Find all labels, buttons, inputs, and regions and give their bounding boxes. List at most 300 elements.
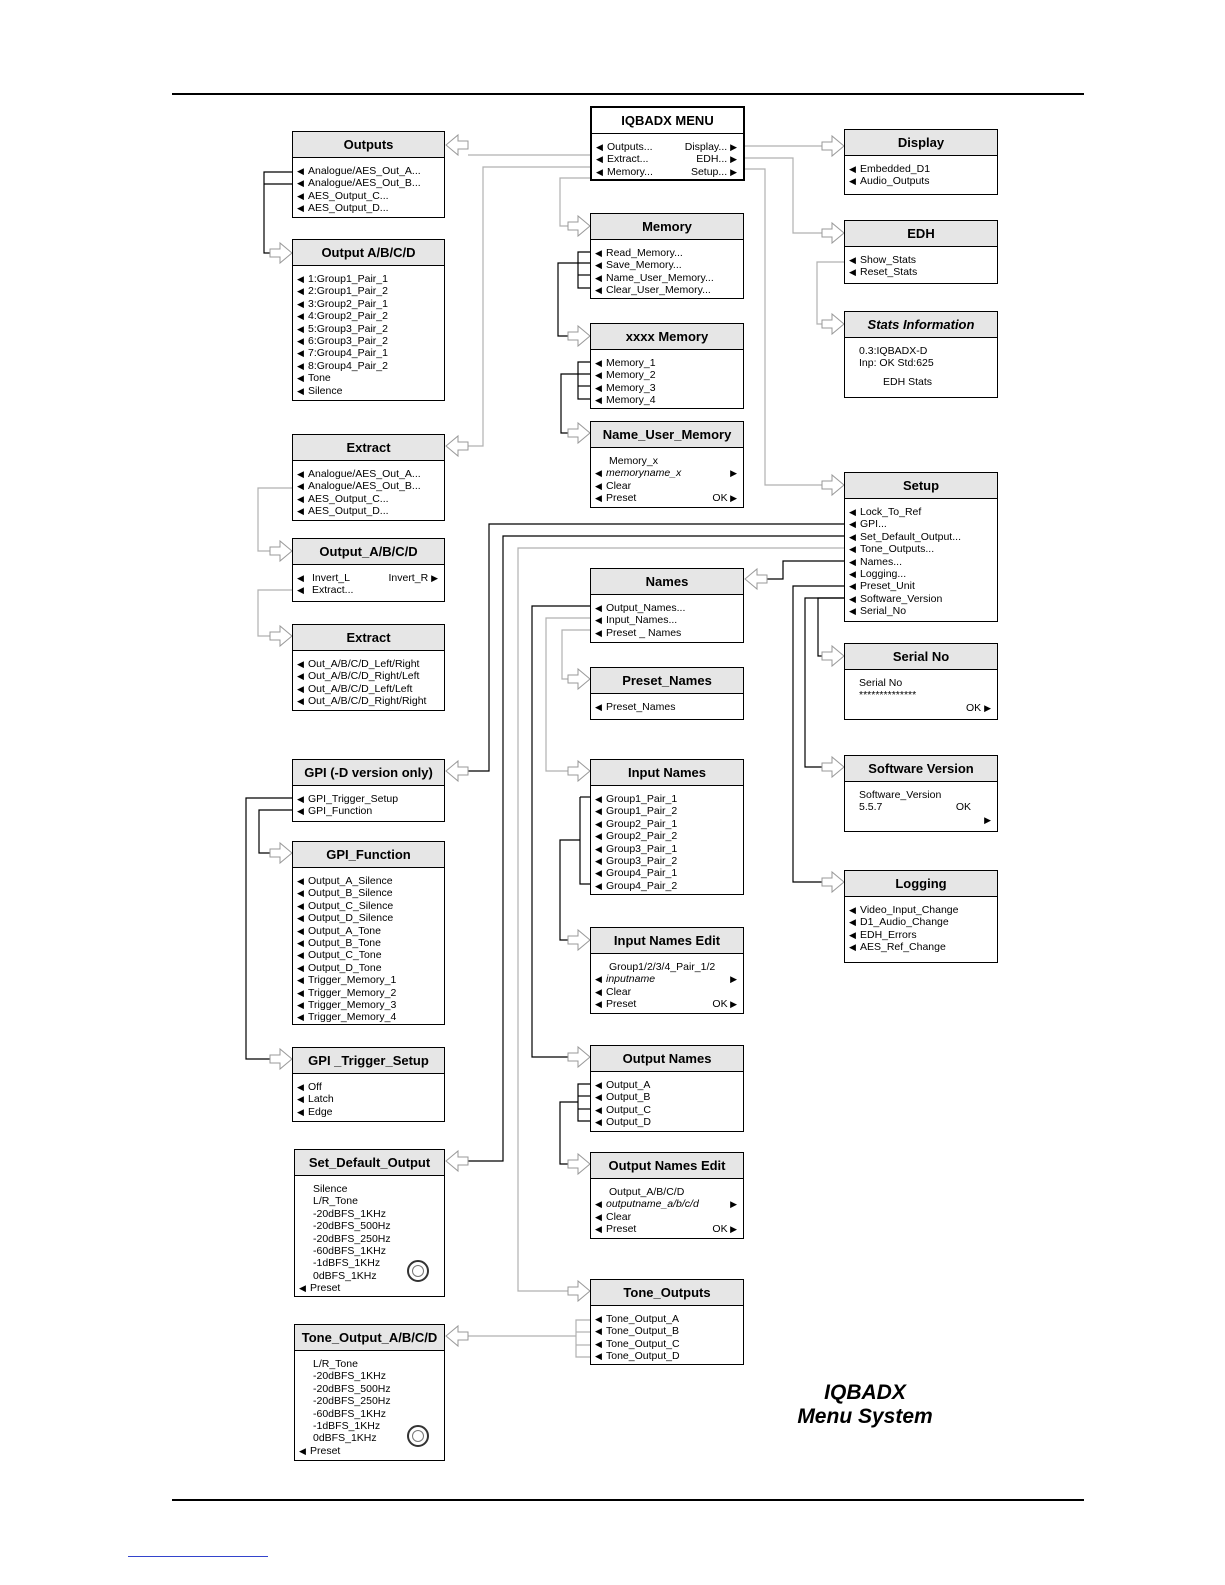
menu-gpi (292, 759, 445, 822)
clear-option[interactable] (595, 1211, 739, 1223)
menu-item-tone-outputs[interactable] (849, 543, 993, 555)
option-1dbfs-1khz[interactable]: -1dBFS_1KHz (313, 1419, 381, 1432)
menu-item-8-group4-pair-2[interactable] (297, 360, 440, 372)
menu-item-tone-output-b[interactable] (595, 1325, 739, 1337)
menu-item-group1-pair-2[interactable] (595, 805, 739, 817)
arrow-left-icon: ◀ (297, 298, 304, 309)
hollow-arrow-icon (822, 646, 844, 666)
menu-title: Memory (591, 214, 743, 240)
arrow-right-icon: ▶ (730, 468, 737, 479)
item-label: Tone_Outputs... (860, 543, 935, 556)
menu-item-group3-pair-2[interactable] (595, 855, 739, 867)
arrow-right-icon: ▶ (730, 166, 737, 177)
menu-item-d1-audio-change[interactable] (849, 916, 993, 928)
menu-item-group1-pair-1[interactable] (595, 793, 739, 805)
menu-item-outputs[interactable] (596, 141, 739, 153)
menu-item-tone[interactable] (297, 372, 440, 384)
menu-item-trigger-memory-2[interactable] (297, 987, 440, 999)
option-20dbfs-250hz[interactable]: -20dBFS_250Hz (313, 1395, 391, 1408)
item-label: Output_D_Silence (308, 912, 394, 925)
rotary-knob-icon[interactable] (407, 1260, 429, 1282)
stats-line: 0.3:IQBADX-D (859, 345, 928, 357)
menu-item-output-d-tone[interactable] (297, 962, 440, 974)
menu-input-names (590, 759, 744, 895)
menu-stats-information (844, 311, 998, 398)
arrow-left-icon: ◀ (297, 1082, 304, 1092)
clear-option[interactable] (595, 986, 739, 998)
item-label: 5:Group3_Pair_2 (308, 322, 388, 335)
item-label: Embedded_D1 (860, 163, 931, 175)
hollow-arrow-icon (270, 843, 292, 863)
menu-item-output-names[interactable] (595, 602, 739, 614)
menu-item-out-a-b-c-d-left-right[interactable] (297, 658, 440, 670)
item-label: GPI... (860, 518, 887, 531)
menu-item-read-memory[interactable] (595, 247, 739, 259)
hollow-arrow-icon (568, 423, 590, 443)
menu-item-display[interactable]: Display... (684, 141, 728, 153)
hollow-arrow-icon (446, 1326, 468, 1346)
arrow-left-icon: ◀ (297, 888, 304, 899)
connector-line (259, 810, 294, 853)
menu-title: Tone_Output_A/B/C/D (295, 1325, 444, 1351)
item-label: Read_Memory... (606, 247, 683, 259)
arrow-left-icon: ◀ (596, 154, 603, 165)
item-label: Output_A (606, 1079, 651, 1091)
option-0dbfs-1khz[interactable]: 0dBFS_1KHz (313, 1432, 377, 1445)
menu-title: Extract (293, 625, 444, 651)
menu-item-out-a-b-c-d-right-left[interactable] (297, 670, 440, 682)
hollow-arrow-icon (270, 243, 292, 263)
item-label: Show_Stats (860, 254, 917, 266)
menu-item-clear-user-memory[interactable] (595, 284, 739, 296)
hollow-arrow-icon (568, 761, 590, 781)
menu-item-output-b-silence[interactable] (297, 887, 440, 899)
menu-item-software-version[interactable] (849, 593, 993, 605)
item-label: Preset _ Names (606, 626, 682, 639)
arrow-right-icon: ▶ (730, 1199, 737, 1210)
menu-item-set-default-output[interactable] (849, 531, 993, 543)
item-label: Lock_To_Ref (860, 506, 922, 518)
menu-item-gpi-function[interactable] (297, 805, 440, 817)
arrow-left-icon: ◀ (297, 794, 304, 804)
menu-item-output-d-silence[interactable] (297, 912, 440, 924)
option-1dbfs-1khz[interactable]: -1dBFS_1KHz (313, 1257, 381, 1270)
menu-item-6-group3-pair-2[interactable] (297, 335, 440, 347)
item-label: Preset (606, 492, 637, 505)
menu-item-silence[interactable] (297, 385, 440, 397)
option-0dbfs-1khz[interactable]: 0dBFS_1KHz (313, 1269, 377, 1282)
menu-item-aes-ref-change[interactable] (849, 941, 993, 953)
preset-option[interactable] (595, 1223, 739, 1235)
arrow-left-icon: ◀ (595, 480, 602, 491)
menu-item-video-input-change[interactable] (849, 904, 993, 916)
menu-item-output-c[interactable] (595, 1104, 739, 1116)
arrow-left-icon: ◀ (297, 987, 304, 998)
arrow-left-icon: ◀ (595, 986, 602, 997)
menu-item-invert[interactable] (297, 572, 440, 584)
menu-item-3-group2-pair-1[interactable] (297, 298, 440, 310)
hollow-arrow-icon (270, 626, 292, 646)
arrow-left-icon: ◀ (297, 469, 304, 479)
edit-value: inputname (606, 973, 656, 986)
menu-item-name-user-memory[interactable] (595, 272, 739, 284)
menu-item-show-stats[interactable] (849, 254, 993, 266)
option-60dbfs-1khz[interactable]: -60dBFS_1KHz (313, 1407, 386, 1420)
menu-item-preset-names[interactable] (595, 627, 739, 639)
menu-item-reset-stats[interactable] (849, 266, 993, 278)
item-label: Tone_Output_B (606, 1325, 679, 1338)
ok-button[interactable] (712, 998, 737, 1010)
item-label: Names... (860, 555, 903, 568)
item-label: Output_B (606, 1091, 651, 1104)
arrow-left-icon: ◀ (595, 818, 602, 829)
menu-input-names-edit (590, 927, 744, 1014)
menu-item-out-a-b-c-d-left-left[interactable] (297, 683, 440, 695)
hollow-arrow-icon (745, 569, 767, 589)
arrow-left-icon: ◀ (849, 255, 856, 265)
menu-item-group2-pair-1[interactable] (595, 818, 739, 830)
menu-item-2-group1-pair-2[interactable] (297, 285, 440, 297)
item-label: 4:Group2_Pair_2 (308, 310, 388, 323)
arrow-left-icon: ◀ (595, 1080, 602, 1090)
arrow-left-icon: ◀ (595, 1199, 602, 1210)
item-label: 6:Group3_Pair_2 (308, 334, 388, 347)
item-label: Tone_Output_D (606, 1350, 680, 1363)
arrow-left-icon: ◀ (297, 1012, 304, 1023)
arrow-left-icon: ◀ (849, 942, 856, 953)
arrow-left-icon: ◀ (595, 382, 602, 393)
arrow-left-icon: ◀ (297, 671, 304, 682)
arrow-left-icon: ◀ (297, 1094, 304, 1105)
menu-item-latch[interactable] (297, 1093, 440, 1105)
connector-line (560, 840, 580, 940)
arrow-left-icon: ◀ (297, 585, 304, 596)
item-label: Output_B_Silence (308, 887, 393, 900)
item-label: AES_Output_C... (308, 189, 389, 202)
arrow-left-icon: ◀ (595, 603, 602, 613)
arrow-left-icon: ◀ (595, 855, 602, 866)
menu-item-analogue-aes-out-a[interactable] (297, 468, 440, 480)
arrow-left-icon: ◀ (595, 493, 602, 504)
hollow-arrow-icon (822, 757, 844, 777)
menu-item-4-group2-pair-2[interactable] (297, 310, 440, 322)
item-label: Memory_2 (606, 369, 656, 382)
menu-item-analogue-aes-out-b[interactable] (297, 177, 440, 189)
item-label: Memory_3 (606, 381, 656, 394)
hollow-arrow-icon (270, 541, 292, 561)
item-label: Memory_1 (606, 357, 656, 369)
menu-title: xxxx Memory (591, 324, 743, 350)
hollow-arrow-icon (446, 761, 468, 781)
menu-title: Output Names Edit (591, 1153, 743, 1179)
ok-label: OK (712, 492, 728, 505)
item-label: Out_A/B/C/D_Left/Left (308, 682, 413, 695)
menu-item-output-c-silence[interactable] (297, 900, 440, 912)
item-label: Output_A_Tone (308, 924, 381, 937)
item-label: AES_Ref_Change (860, 941, 946, 954)
menu-item-output-b[interactable] (595, 1091, 739, 1103)
hollow-arrow-icon (822, 223, 844, 243)
invert-l-label: Invert_L (312, 572, 350, 584)
arrow-left-icon: ◀ (595, 272, 602, 283)
menu-item-edh-errors[interactable] (849, 929, 993, 941)
menu-main (590, 106, 745, 181)
item-label: 8:Group4_Pair_2 (308, 359, 388, 372)
menu-item-group3-pair-1[interactable] (595, 843, 739, 855)
menu-item-embedded-d1[interactable] (849, 163, 993, 175)
menu-item-output-d[interactable] (595, 1116, 739, 1128)
title-line-1: IQBADX (824, 1381, 906, 1404)
menu-item-memory[interactable] (596, 166, 739, 178)
arrow-left-icon: ◀ (849, 267, 856, 278)
menu-item-memory-3[interactable] (595, 382, 739, 394)
item-label: Output_C_Silence (308, 899, 394, 912)
menu-item-5-group3-pair-2[interactable] (297, 323, 440, 335)
option-l-r-tone[interactable]: L/R_Tone (313, 1195, 358, 1208)
arrow-left-icon: ◀ (849, 606, 856, 617)
arrow-left-icon: ◀ (595, 806, 602, 817)
item-label: Output_D_Tone (308, 961, 382, 974)
arrow-left-icon: ◀ (596, 142, 603, 152)
menu-item-trigger-memory-1[interactable] (297, 974, 440, 986)
arrow-left-icon: ◀ (297, 493, 304, 504)
edit-target-label: Output_A/B/C/D (609, 1186, 685, 1198)
item-label: Tone_Output_A (606, 1313, 679, 1325)
menu-item-gpi[interactable] (849, 518, 993, 530)
item-label: Group4_Pair_2 (606, 879, 678, 892)
menu-title: Outputs (293, 132, 444, 158)
hollow-arrow-icon (568, 1281, 590, 1301)
arrow-right-icon[interactable]: ▶ (984, 814, 991, 825)
arrow-left-icon: ◀ (297, 900, 304, 911)
arrow-left-icon: ◀ (595, 1104, 602, 1115)
menu-title: Input Names Edit (591, 928, 743, 954)
item-label: Preset (310, 1282, 341, 1295)
option-20dbfs-250hz[interactable]: -20dBFS_250Hz (313, 1232, 391, 1245)
ok-label: OK (712, 1223, 728, 1236)
name-edit-field[interactable] (595, 1198, 739, 1210)
menu-item-output-a-silence[interactable] (297, 875, 440, 887)
menu-item-trigger-memory-4[interactable] (297, 1011, 440, 1023)
menu-item-1-group1-pair-1[interactable] (297, 273, 440, 285)
menu-item-memory-2[interactable] (595, 369, 739, 381)
menu-item-output-b-tone[interactable] (297, 937, 440, 949)
menu-logging (844, 870, 998, 963)
connector-line (558, 263, 592, 336)
connector-line (767, 561, 846, 579)
menu-item-input-names[interactable] (595, 614, 739, 626)
item-label: Input_Names... (606, 614, 678, 627)
menu-item-tone-output-a[interactable] (595, 1313, 739, 1325)
arrow-left-icon: ◀ (297, 506, 304, 517)
menu-title: Tone_Outputs (591, 1280, 743, 1306)
menu-item-memory-1[interactable] (595, 357, 739, 369)
hollow-arrow-icon (568, 930, 590, 950)
option-20dbfs-1khz[interactable]: -20dBFS_1KHz (313, 1370, 386, 1383)
menu-item-audio-outputs[interactable] (849, 175, 993, 187)
arrow-left-icon: ◀ (595, 999, 602, 1010)
menu-item-logging[interactable] (849, 568, 993, 580)
menu-item-output-c-tone[interactable] (297, 949, 440, 961)
menu-item-group2-pair-2[interactable] (595, 830, 739, 842)
item-label: Group3_Pair_2 (606, 854, 678, 867)
menu-title: Output_A/B/C/D (293, 539, 444, 565)
menu-edh (844, 220, 998, 284)
menu-item-group4-pair-1[interactable] (595, 867, 739, 879)
arrow-left-icon: ◀ (297, 274, 304, 284)
menu-title: EDH (845, 221, 997, 247)
item-label: Audio_Outputs (860, 175, 930, 188)
arrow-left-icon: ◀ (595, 794, 602, 804)
arrow-left-icon: ◀ (297, 962, 304, 973)
item-label: Output_A_Silence (308, 875, 393, 887)
option-20dbfs-1khz[interactable]: -20dBFS_1KHz (313, 1207, 386, 1220)
item-label: GPI_Trigger_Setup (308, 793, 399, 805)
menu-item-output-a[interactable] (595, 1079, 739, 1091)
rotary-knob-icon[interactable] (407, 1425, 429, 1447)
item-label: Trigger_Memory_1 (308, 974, 397, 987)
option-20dbfs-500hz[interactable]: -20dBFS_500Hz (313, 1382, 391, 1395)
version-value-row (859, 801, 993, 813)
menu-item-edh[interactable]: EDH... (696, 153, 728, 166)
menu-item-tone-output-c[interactable] (595, 1338, 739, 1350)
connector-line (468, 167, 592, 446)
arrow-left-icon: ◀ (595, 358, 602, 368)
ok-button[interactable] (859, 702, 993, 714)
connector-line (560, 1102, 578, 1164)
preset-option[interactable] (299, 1282, 440, 1294)
arrow-left-icon: ◀ (595, 1326, 602, 1337)
menu-item-serial-no[interactable] (849, 605, 993, 617)
arrow-left-icon: ◀ (297, 659, 304, 669)
hollow-arrow-icon (568, 1047, 590, 1067)
menu-item-trigger-memory-3[interactable] (297, 999, 440, 1011)
menu-item-analogue-aes-out-a[interactable] (297, 165, 440, 177)
menu-item-out-a-b-c-d-right-right[interactable] (297, 695, 440, 707)
diagram-title (790, 1381, 940, 1429)
item-label: AES_Output_D... (308, 202, 389, 215)
menu-output-abcd (292, 239, 445, 401)
menu-preset-names (590, 667, 744, 720)
ok-label: OK (712, 998, 728, 1011)
option-silence[interactable]: Silence (313, 1183, 348, 1195)
menu-item-preset-names[interactable] (595, 701, 739, 713)
item-label: 7:Group4_Pair_1 (308, 347, 388, 360)
arrow-left-icon: ◀ (595, 1351, 602, 1362)
arrow-left-icon: ◀ (849, 593, 856, 604)
option-l-r-tone[interactable]: L/R_Tone (313, 1358, 358, 1370)
menu-memory (590, 213, 744, 299)
connector-line (793, 586, 846, 882)
hollow-arrow-icon (446, 135, 468, 155)
arrow-left-icon: ◀ (849, 917, 856, 928)
menu-item-7-group4-pair-1[interactable] (297, 347, 440, 359)
option-60dbfs-1khz[interactable]: -60dBFS_1KHz (313, 1244, 386, 1257)
arrow-left-icon: ◀ (297, 950, 304, 961)
arrow-left-icon: ◀ (595, 395, 602, 406)
name-edit-field[interactable] (595, 973, 739, 985)
item-label: Save_Memory... (606, 259, 682, 272)
menu-item-extract[interactable] (297, 584, 440, 596)
arrow-left-icon: ◀ (595, 627, 602, 638)
menu-item-names[interactable] (849, 556, 993, 568)
item-label: Group1_Pair_1 (606, 793, 678, 805)
arrow-left-icon: ◀ (297, 913, 304, 924)
preset-option[interactable] (595, 492, 739, 504)
menu-item-gpi-trigger-setup[interactable] (297, 793, 440, 805)
ok-button[interactable] (712, 1223, 737, 1235)
menu-title: Set_Default_Output (295, 1150, 444, 1176)
arrow-left-icon: ◀ (596, 166, 603, 177)
menu-item-preset-unit[interactable] (849, 580, 993, 592)
connector-line (805, 598, 846, 767)
menu-item-memory-4[interactable] (595, 394, 739, 406)
menu-title: Stats Information (845, 312, 997, 338)
item-label: Out_A/B/C/D_Right/Right (308, 695, 427, 708)
menu-xxxx-memory (590, 323, 744, 409)
item-label: Trigger_Memory_3 (308, 998, 397, 1011)
preset-option[interactable] (595, 998, 739, 1010)
arrow-left-icon: ◀ (595, 370, 602, 381)
ok-button[interactable]: OK (955, 801, 971, 814)
menu-outputs (292, 131, 445, 218)
hollow-arrow-icon (568, 669, 590, 689)
menu-item-output-a-tone[interactable] (297, 925, 440, 937)
item-label: Extract... (607, 153, 649, 166)
connector-line (562, 630, 592, 679)
stats-line: EDH Stats (883, 375, 933, 388)
menu-item-aes-output-c[interactable] (297, 493, 440, 505)
item-label: Memory_4 (606, 394, 656, 407)
menu-gpi-trigger-setup (292, 1047, 445, 1122)
menu-item-group4-pair-2[interactable] (595, 880, 739, 892)
item-label: Outputs... (607, 141, 653, 153)
menu-item-aes-output-d[interactable] (297, 505, 440, 517)
menu-item-analogue-aes-out-b[interactable] (297, 480, 440, 492)
menu-item-edge[interactable] (297, 1106, 440, 1118)
menu-item-extract[interactable] (596, 153, 739, 165)
arrow-left-icon: ◀ (595, 1314, 602, 1324)
menu-item-aes-output-c[interactable] (297, 190, 440, 202)
menu-item-tone-output-d[interactable] (595, 1350, 739, 1362)
arrow-left-icon: ◀ (297, 286, 304, 297)
menu-item-aes-output-d[interactable] (297, 202, 440, 214)
arrow-left-icon: ◀ (849, 164, 856, 174)
hollow-arrow-icon (822, 136, 844, 156)
arrow-left-icon: ◀ (595, 285, 602, 296)
arrow-left-icon: ◀ (297, 999, 304, 1010)
item-label: Clear_User_Memory... (606, 284, 711, 297)
name-edit-field[interactable] (595, 467, 739, 479)
menu-item-lock-to-ref[interactable] (849, 506, 993, 518)
ok-button[interactable] (712, 492, 737, 504)
arrow-left-icon: ◀ (299, 1283, 306, 1294)
option-20dbfs-500hz[interactable]: -20dBFS_500Hz (313, 1220, 391, 1233)
clear-option[interactable] (595, 480, 739, 492)
arrow-left-icon: ◀ (595, 1338, 602, 1349)
menu-output-abcd-invert (292, 538, 445, 602)
menu-item-setup[interactable]: Setup... (690, 165, 728, 178)
arrow-left-icon: ◀ (297, 806, 304, 817)
arrow-left-icon: ◀ (849, 905, 856, 915)
item-label: Group1_Pair_2 (606, 805, 678, 818)
item-label: D1_Audio_Change (860, 916, 949, 929)
item-label: Tone_Output_C (606, 1337, 680, 1350)
item-label: Group3_Pair_1 (606, 842, 678, 855)
menu-item-save-memory[interactable] (595, 259, 739, 271)
menu-title: Software Version (845, 756, 997, 782)
menu-item-off[interactable] (297, 1081, 440, 1093)
